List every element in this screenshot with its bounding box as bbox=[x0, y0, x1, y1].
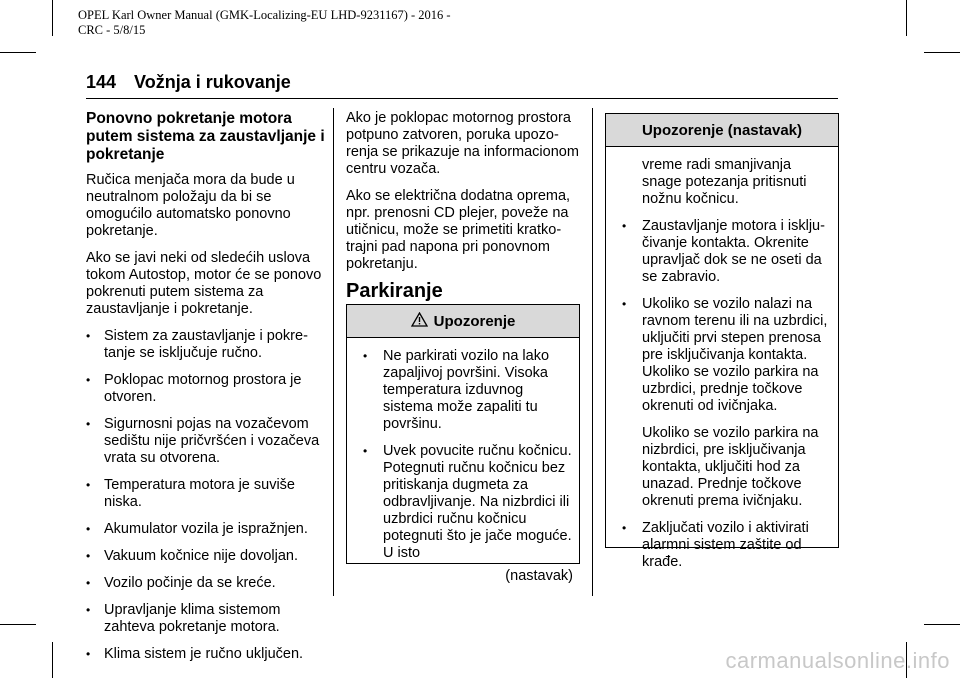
list-item: • Sistem za zaustavljanje i pokre-tanje se isključuje ručno. bbox=[86, 328, 326, 362]
list-item: vreme radi smanjivanja snage potezanja pritisnuti nožnu kočnicu. bbox=[642, 157, 807, 207]
column-divider bbox=[592, 108, 593, 596]
list-item: • Zaključati vozilo i aktivirati alarmni sistem zaštite od krađe. bbox=[612, 520, 832, 571]
list-item: • Vakuum kočnice nije dovoljan. bbox=[86, 548, 326, 565]
meta-line: CRC - 5/8/15 bbox=[78, 23, 146, 37]
paragraph: Ako se javi neki od sledećih uslova tokom Autostop, motor će se ponovo pokrenuti putem sistema za zaustavljanje i pokretanje. bbox=[86, 250, 322, 317]
list-item: • Upravljanje klima sistemom zahteva pokretanje motora. bbox=[86, 602, 326, 636]
warning-box-continued bbox=[605, 113, 839, 570]
meta-line: OPEL Karl Owner Manual (GMK-Localizing-EU LHD-9231167) - 2016 - bbox=[78, 8, 451, 22]
list-item: • Sigurnosni pojas na vozačevom sedištu nije pričvršćen i vozačeva vrata su otvorena. bbox=[86, 416, 326, 467]
page-number: 144 bbox=[86, 72, 117, 92]
subsection-title: Ponovno pokretanje motora putem sistema za zaustavljanje i pokretanje bbox=[86, 110, 325, 163]
section-title: Vožnja i rukovanje bbox=[134, 72, 291, 92]
crop-mark bbox=[924, 624, 960, 625]
condition-list bbox=[86, 328, 326, 663]
warning-box bbox=[346, 304, 580, 584]
paragraph: Ako je poklopac motornog prostora potpuno zatvoren, poruka upozo-renja se prikazuje na informacionom centru vozača. bbox=[346, 110, 579, 177]
warning-title: Upozorenje bbox=[433, 312, 516, 330]
column-divider bbox=[333, 108, 334, 596]
warning-list bbox=[612, 157, 832, 571]
page-heading bbox=[86, 72, 291, 93]
section-heading: Parkiranje bbox=[346, 280, 443, 302]
continued-label: (nastavak) bbox=[505, 568, 573, 584]
paragraph: Ako se električna dodatna oprema, npr. prenosni CD plejer, poveže na utičnicu, može se primetiti kratko-trajni pad napona pri ponovnom pokretanju. bbox=[346, 188, 571, 272]
watermark: carmanualsonline.info bbox=[725, 648, 950, 673]
list-item: • Akumulator vozila je ispražnjen. bbox=[86, 521, 326, 538]
warning-header bbox=[606, 114, 838, 147]
document-meta bbox=[78, 8, 508, 38]
column-1 bbox=[86, 110, 326, 673]
list-item: • Poklopac motornog prostora je otvoren. bbox=[86, 372, 326, 406]
crop-mark bbox=[52, 0, 53, 36]
list-item: • Ne parkirati vozilo na lako zapaljivoj površini. Visoka temperatura izduvnog sistema može zapaliti tu površinu. bbox=[353, 348, 573, 433]
list-item: • Temperatura motora je suviše niska. bbox=[86, 477, 326, 511]
header-rule bbox=[86, 98, 838, 99]
list-item: Ukoliko se vozilo parkira na nizbrdici, pre isključivanja kontakta, uključiti hod za unazad. Prednje točkove okrenuti prema ivičnjaku. bbox=[642, 425, 819, 509]
list-item: • Zaustavljanje motora i isklju-čivanje kontakta. Okrenite upravljač dok se ne oseti da se zabravio. bbox=[612, 218, 832, 286]
crop-mark bbox=[906, 0, 907, 36]
list-item: • Vozilo počinje da se kreće. bbox=[86, 575, 326, 592]
crop-mark bbox=[0, 624, 36, 625]
list-item: • Klima sistem je ručno uključen. bbox=[86, 646, 326, 663]
paragraph: Ručica menjača mora da bude u neutralnom položaju da bi se omogućilo automatsko ponovno pokretanje. bbox=[86, 172, 295, 239]
warning-list bbox=[353, 348, 573, 562]
crop-mark bbox=[0, 52, 36, 53]
warning-triangle-icon bbox=[411, 312, 428, 331]
warning-header bbox=[347, 305, 579, 338]
warning-title: Upozorenje (nastavak) bbox=[641, 121, 803, 139]
column-2 bbox=[346, 110, 582, 318]
list-item: • Ukoliko se vozilo nalazi na ravnom terenu ili na uzbrdici, uključiti prvi stepen prenosa pre isključivanja kontakta. Ukoliko se vozilo parkira na uzbrdici, prednje točkove okrenuti od ivičnjaka. bbox=[612, 296, 832, 415]
crop-mark bbox=[924, 52, 960, 53]
warning-body bbox=[606, 147, 838, 589]
list-item: • Uvek povucite ručnu kočnicu. Potegnuti ručnu kočnicu bez pritiskanja dugmeta za odbravljivanje. Na nizbrdici ili uzbrdici ručnu kočnicu potegnuti što je jače moguće. U isto bbox=[353, 443, 573, 562]
crop-mark bbox=[52, 642, 53, 678]
warning-body bbox=[347, 338, 579, 593]
